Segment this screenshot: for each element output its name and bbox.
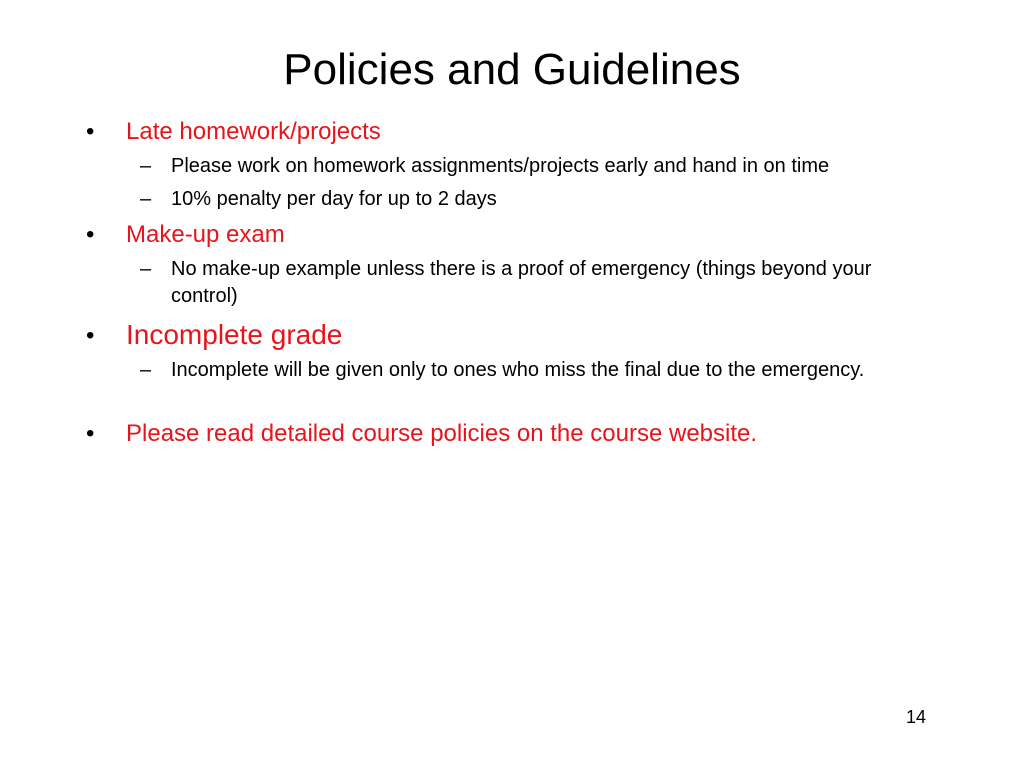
bullet-heading: Please read detailed course policies on the course website. [126, 420, 758, 447]
bullet-icon: • [86, 221, 95, 248]
dash-icon: – [140, 258, 152, 280]
sub-item-text: 10% penalty per day for up to 2 days [171, 188, 497, 210]
slide-title: Policies and Guidelines [283, 45, 741, 94]
page-number: 14 [906, 707, 927, 727]
bullet-icon: • [86, 118, 95, 145]
dash-icon: – [140, 155, 152, 177]
bullet-heading: Incomplete grade [126, 319, 343, 350]
dash-icon: – [140, 359, 152, 381]
bullet-icon: • [86, 420, 95, 447]
bullet-heading: Late homework/projects [126, 118, 381, 145]
bullet-heading: Make-up exam [126, 221, 285, 248]
bullet-icon: • [86, 322, 95, 349]
sub-item-text: Incomplete will be given only to ones who miss the final due to the emergency. [171, 359, 865, 381]
sub-item-text: Please work on homework assignments/projects early and hand in on time [171, 155, 830, 177]
dash-icon: – [140, 188, 152, 210]
sub-item-text: No make-up example unless there is a proof of emergency (things beyond your control) [171, 258, 872, 307]
